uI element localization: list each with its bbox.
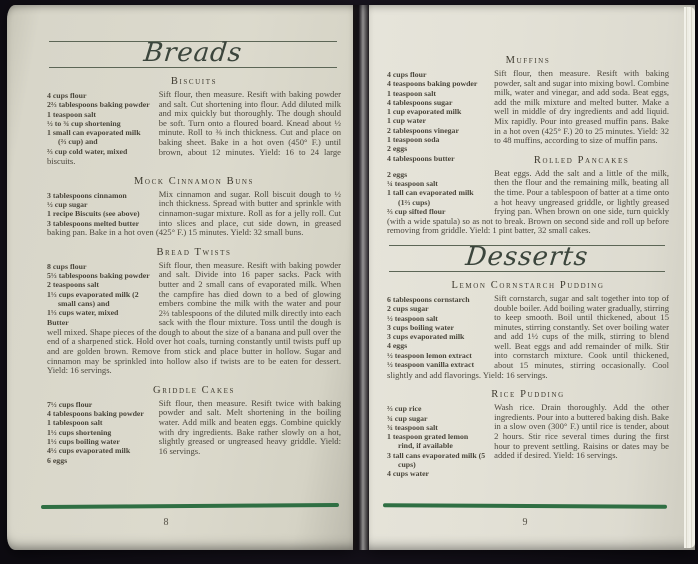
recipe-body xyxy=(47,90,341,167)
breads-heading-rules xyxy=(49,38,337,68)
recipe-biscuits xyxy=(47,76,341,167)
ingredient-line: Butter xyxy=(47,317,69,327)
recipe-method: Sift flour, then measure. Resift with baking powder and salt. Cut shortening into flour. Add diluted milk and mix quickly but thoroughly. The dough should be soft. Turn onto a floured board. Knead about ½ minute. Roll to ⅜ inch thickness. Cut and place on baking sheet. Bake in a hot oven (450° F.) until brown, about 12 minutes. Yield: 16 to 24 large biscuits. xyxy=(47,89,341,167)
ingredient-list xyxy=(47,399,159,465)
ingredient-list xyxy=(387,69,494,163)
ingredient-line: 3 tablespoons melted butter xyxy=(47,218,140,228)
ingredient-list xyxy=(47,261,159,327)
ingredient-line: 2⅔ tablespoons baking powder xyxy=(47,100,150,110)
ingredient-line: 1 tablespoon salt xyxy=(47,418,103,428)
green-footer-rule xyxy=(383,503,667,508)
ingredient-line: 4½ cups evaporated milk xyxy=(47,446,131,456)
ingredient-line: 7½ cups flour xyxy=(47,399,93,409)
ingredient-line: 5⅓ tablespoons baking powder xyxy=(47,271,150,281)
green-footer-rule xyxy=(41,503,339,509)
recipe-title: Rolled Pancakes xyxy=(533,154,630,166)
ingredient-line: 4 cups flour xyxy=(47,91,87,100)
ingredient-line: 1 small can evaporated milk (⅔ cup) and xyxy=(47,128,141,147)
ingredient-line: 4 cups flour xyxy=(387,70,427,79)
recipe-title: Mock Cinnamon Buns xyxy=(133,175,254,187)
ingredient-line: 1⅓ cups water, mixed xyxy=(47,308,119,318)
recipe-body xyxy=(387,294,669,380)
recipe-title: Lemon Cornstarch Pudding xyxy=(451,279,605,291)
ingredient-line: 1 tall can evaporated milk (1⅔ cups) xyxy=(387,188,474,207)
desserts-section-heading: Desserts xyxy=(464,241,590,272)
recipe-body xyxy=(387,169,669,236)
ingredient-line: 4 teaspoons baking powder xyxy=(387,79,478,89)
recipe-rice-pudding xyxy=(387,389,669,479)
desserts-heading-rules xyxy=(389,241,665,272)
ingredient-line: 1½ cups boiling water xyxy=(47,437,120,447)
page-number-left: 8 xyxy=(163,517,169,528)
recipe-title: Griddle Cakes xyxy=(153,384,235,396)
ingredient-line: 8 cups flour xyxy=(47,261,87,271)
recipe-title: Rice Pudding xyxy=(491,389,565,401)
recipe-body xyxy=(47,261,341,376)
recipe-method: Sift cornstarch, sugar and salt together into top of double boiler. Add boiling water gradually, stirring to keep smooth. Boil until thickened, about 15 minutes, stirring constantly. Set over boiling water and add 1½ cups of the milk, stirring to blend well. Beat eggs and add remainder of milk. Stir into cornstarch mixture. Cook until thickened, about 15 minutes, stirring occasionally. Cool slightly and add flavorings. Yield: 16 servings. xyxy=(387,292,669,380)
recipe-rolled-pancakes xyxy=(387,155,669,236)
recipe-method: Sift flour, then measure. Resift with baking powder and salt. Divide into 16 paper sacks. Pack with butter and 2 small cans of evaporated milk. When the campfire has died down to a bed of glowing embers combine the milk with the water and pour 2⅔ tablespoons of the diluted milk directly into each sack with the flour mixture. Toss until the dough is well mixed. Shape pieces of the dough to about the size of a banana and pull over the end of a sharpened stick. Hold over hot coals, turning constantly until twists puff up and are golden brown. Remove from stick and place butter in hollow. Sugar and cinnamon may be sprinkled into hollow also if twists are to be eaten for dessert. Yield: 16 servings. xyxy=(47,259,341,376)
ingredient-line: 2 eggs xyxy=(387,169,408,179)
ingredient-line: 2 tablespoons vinegar xyxy=(387,125,459,135)
left-page xyxy=(7,5,353,550)
ingredient-line: ¾ teaspoon salt xyxy=(387,422,438,432)
page-number-right: 9 xyxy=(522,517,528,528)
ingredient-line: 4 tablespoons baking powder xyxy=(47,409,144,419)
ingredient-line: ½ teaspoon vanilla extract xyxy=(387,359,475,369)
ingredient-line: ½ teaspoon salt xyxy=(387,313,438,323)
recipe-title: Bread Twists xyxy=(156,246,232,258)
recipe-method: Mix cinnamon and sugar. Roll biscuit dough to ½ inch thickness. Spread with butter and sprinkle with cinnamon-sugar mixture. Roll as for a jelly roll. Cut into slices and place, cut side down, in greased baking pan. Bake in a hot oven (425° F.) 15 minutes. Yield: 32 small buns. xyxy=(47,188,341,238)
ingredient-line: 4 eggs xyxy=(387,341,408,351)
recipe-body xyxy=(387,402,669,479)
ingredient-line: 2 eggs xyxy=(387,144,408,154)
recipe-mock-cinnamon-buns xyxy=(47,176,341,238)
ingredient-line: ½ to ¾ cup shortening xyxy=(47,118,121,128)
ingredient-list xyxy=(387,403,494,478)
ingredient-line: ½ cup sugar xyxy=(47,200,88,210)
ingredient-line: ½ teaspoon lemon extract xyxy=(387,350,472,360)
ingredient-list xyxy=(387,294,494,369)
ingredient-line: 1 cup evaporated milk xyxy=(387,107,462,117)
ingredient-line: 6 eggs xyxy=(47,455,68,465)
ingredient-line: 2 cups sugar xyxy=(387,304,429,314)
ingredient-list xyxy=(47,190,159,228)
ingredient-line: 4 tablespoons butter xyxy=(387,153,455,163)
ingredient-line: ⅔ cup rice xyxy=(387,404,422,414)
recipe-method: Sift flour, then measure. Resift with baking powder, salt and sugar into mixing bowl. Combine milk, water and vinegar, and add soda. Beat eggs, add the milk mixture and melted butter. Make a well in middle of dry ingredients and add liquid. Mix rapidly. Pour into greased muffin pans. Bake in a hot oven (425° F.) 20 to 25 minutes. Yield: 32 to 48 muffins, according to size of muffin pans. xyxy=(494,68,669,146)
ingredient-line: ⅔ cup cold water, mixed xyxy=(47,146,128,156)
ingredient-line: 6 tablespoons cornstarch xyxy=(387,294,470,304)
ingredient-line: ⅔ cup sifted flour xyxy=(387,206,446,216)
recipe-title: Biscuits xyxy=(170,76,218,87)
ingredient-line: 1 teaspoon grated lemon rind, if available xyxy=(387,432,469,451)
page-fore-edge xyxy=(684,7,695,548)
ingredient-line: 1⅓ cups evaporated milk (2 small cans) and xyxy=(47,289,139,308)
ingredient-line: 3 cups evaporated milk xyxy=(387,332,465,342)
ingredient-list xyxy=(47,90,159,156)
ingredient-line: 1 recipe Biscuits (see above) xyxy=(47,209,140,219)
ingredient-line: 4 cups water xyxy=(387,469,430,479)
ingredient-line: 3 cups boiling water xyxy=(387,322,454,332)
recipe-body xyxy=(47,397,341,465)
recipe-method: Sift flour, then measure. Resift twice with baking powder and salt. Melt shortening in the boiling water. Add milk and beaten eggs. Combine quickly with dry ingredients. Bake rather slowly on a hot, slightly greased or ungreased heavy griddle. Yield: 16 servings. xyxy=(158,397,341,456)
ingredient-line: ¼ teaspoon salt xyxy=(387,179,438,189)
ingredient-line: 1½ cups shortening xyxy=(47,427,112,437)
recipe-body xyxy=(47,190,341,238)
ingredient-list xyxy=(387,169,494,216)
recipe-method: Wash rice. Drain thoroughly. Add the other ingredients. Pour into a buttered baking dish. Bake in a slow oven (300° F.) until rice is tender, about 2 hours. Stir rice several times during the first hour to prevent settling. Raisins or dates may be added if desired. Yield: 16 servings. xyxy=(494,402,669,461)
right-page xyxy=(369,5,695,550)
ingredient-line: 1 teaspoon soda xyxy=(387,135,440,145)
open-cookbook xyxy=(7,5,695,550)
book-spine xyxy=(353,5,369,550)
ingredient-line: ¾ cup sugar xyxy=(387,413,428,423)
breads-section-heading: Breads xyxy=(142,38,244,68)
recipe-title: Muffins xyxy=(505,55,551,66)
ingredient-line: 1 cup water xyxy=(387,116,426,126)
ingredient-line: 1 teaspoon salt xyxy=(47,109,96,119)
recipe-griddle-cakes xyxy=(47,384,341,465)
recipe-bread-twists xyxy=(47,247,341,376)
recipe-method: Beat eggs. Add the salt and a little of the milk, then the flour and the remaining milk, beating all the time. Pour a tablespoon of batter at a time onto a hot heavy ungreased griddle, or lightly greased frying pan. When brown on one side, turn quickly (with a wide spatula) so as not to break. Brown on second side and roll up before removing from griddle. Yield: 1 pint batter, 32 small cakes. xyxy=(387,167,669,236)
ingredient-line: 2 teaspoons salt xyxy=(47,280,99,290)
ingredient-line: 3 tablespoons cinnamon xyxy=(47,190,127,200)
recipe-lemon-cornstarch-pudding xyxy=(387,280,669,380)
ingredient-line: 1 teaspoon salt xyxy=(387,88,436,98)
ingredient-line: 4 tablespoons sugar xyxy=(387,97,453,107)
ingredient-line: 3 tall cans evaporated milk (5 cups) xyxy=(387,450,486,470)
